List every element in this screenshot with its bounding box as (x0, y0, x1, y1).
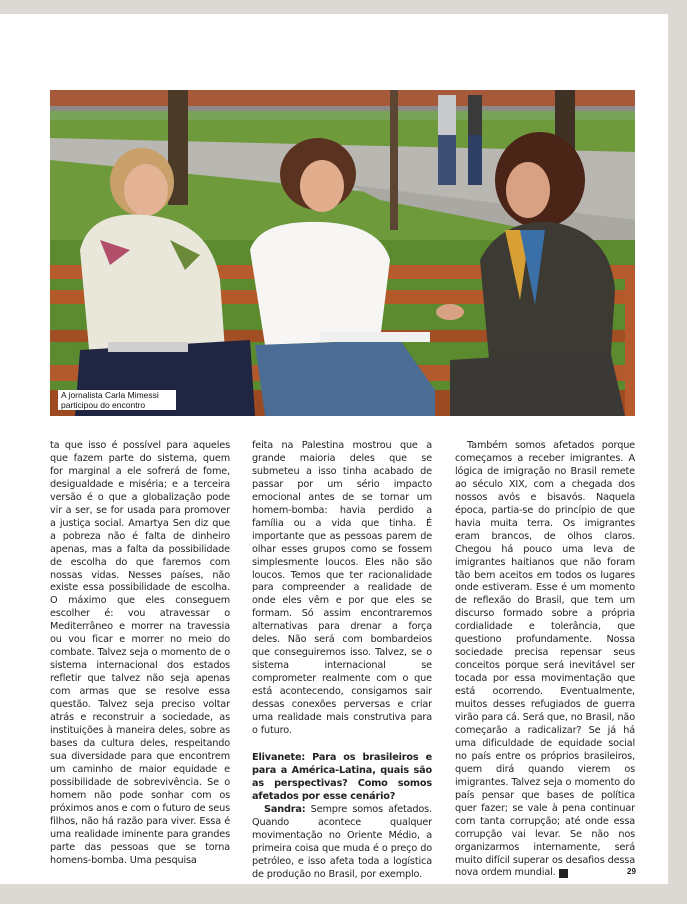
answer-text: Sempre somos afetados. Quando acontece qualquer movimentação no Oriente Médio, a primeira coisa que muda é o preço do petróleo, e isso afeta toda a logística de produção no Brasil, por exemplo. (252, 803, 432, 880)
end-mark-icon: r (559, 869, 568, 878)
article-column-1 (50, 440, 230, 867)
interview-question: Elivanete: Para os brasileiros e para a América-Latina, quais são as perspectivas? Como somos afetados por esse cenário? (252, 751, 432, 802)
column-3-text (455, 440, 635, 880)
article-column-2 (252, 440, 432, 881)
magazine-page (0, 14, 668, 884)
photo-caption: A jornalista Carla Mimessi participou do encontro (58, 390, 176, 410)
column-1-text: ta que isso é possível para aqueles que fazem parte do sistema, quem for marginal a ele sofrerá de fome, desigualdade e miséria; e a terceira versão é o que a globalização pode vir a ser, se for usada para promover a justiça social. Amartya Sen diz que a pobreza não é falta de dinheiro apenas, mas a falta da possibilidade de escolha do que faremos com nossas vidas. Nesses países, não existe essa possibilidade de escolha. O máximo que eles conseguem escolher é: vou atravessar o Mediterrâneo e morrer na travessia ou vou ficar e morrer no meio do combate. Talvez seja o momento de o sistema internacional dos estados refletir que talvez não seja apenas com armas que se resolve essa questão. Talvez seja preciso voltar atrás e reconstruir a sociedade, as instituições à maneira deles, sobre as bases da cultura deles, respeitando sua diversidade para que encontrem um caminho de maior equidade e possibilidade de sobrevivência. Se o homem não pode sonhar com os próximos anos e com o futuro de seus filhos, não há razão para viver. Essa é uma realidade iminente para grandes parte das pessoas que se torna homens-bomba. Uma pesquisa (50, 440, 230, 866)
article-photo (50, 90, 635, 416)
answer-speaker: Sandra: (264, 803, 306, 815)
column-3-body: Também somos afetados porque começamos a receber imigrantes. A lógica de imigração no Brasil remete ao século XIX, com a chegada dos nossos avós e bisavós. Naquela época, partia-se do princípio de que havia muita terra. Os imigrantes eram brancos, de olhos claros. Chegou há pouco uma leva de imigrantes haitianos que não foram tão bem aceitos em todos os lugares onde estiveram. Esse é um momento de reflexão do Brasil, que tem um discurso formado sobre a própria cordialidade e tolerância, que questiono profundamente. Nossa sociedade precisa repensar seus conceitos porque será inevitável ser tocada por essa movimentação que está ocorrendo. Eventualmente, muitos desses refugiados de guerra virão para cá. Será que, no Brasil, não começarão a radicalizar? Se já há uma dificuldade de equidade social no país entre os próprios brasileiros, quem dirá quando vierem os imigrantes. Talvez seja o momento do país pensar que bases de política quer fazer; se vale à pena continuar com tanta corrupção; até onde essa corrupção vai levar. Se não nos organizarmos internamente, será muito difícil superar os desafios dessa nova ordem mundial. (455, 440, 635, 879)
interview-answer (252, 804, 432, 882)
column-2-paragraph: feita na Palestina mostrou que a grande maioria deles que se submeteu a isso tinha acabado de passar por um sério impacto emocional antes de se tornar um homem-bomba: havia perdido a família ou a vida que tinha. É importante que as pessoas parem de olhar esses grupos como se fossem simplesmente loucos. Eles não são loucos. Temos que ter racionalidade para compreender a realidade de onde eles vêm e por que eles se formam. Só assim encontraremos alternativas para drenar a força deles. Não será com bombardeios que conseguiremos isso. Talvez, se o sistema internacional se comprometer realmente com o que está acontecendo, consigamos sair dessas conexões perversas e criar uma realidade mais construtiva para o futuro. (252, 440, 432, 736)
article-column-3 (455, 440, 635, 880)
page-number: 29 (627, 867, 636, 876)
photo-illustration (50, 90, 635, 416)
